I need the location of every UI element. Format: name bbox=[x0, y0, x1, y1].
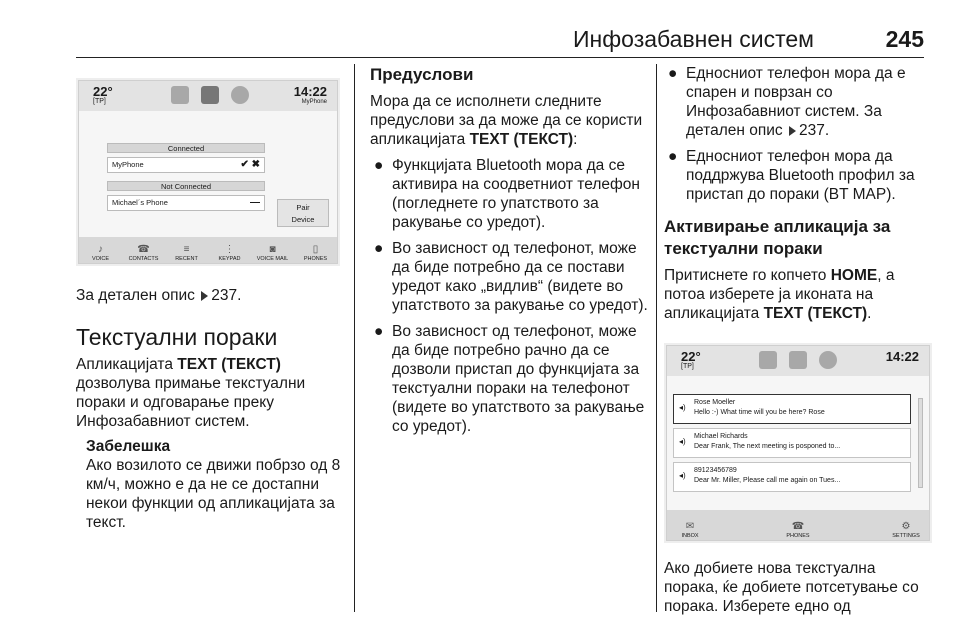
intro-pre: Мора да се исполнети следните предуслови за да може да се користи апликацијата bbox=[370, 93, 643, 148]
pair-line1: Pair bbox=[296, 203, 310, 212]
column-divider-1 bbox=[354, 64, 355, 612]
page-number: 245 bbox=[885, 26, 924, 52]
screen1-top-bar bbox=[79, 81, 337, 111]
settings-item bbox=[889, 521, 923, 539]
page-ref-arrow-icon bbox=[789, 126, 796, 136]
message-sender: Rose Moeller bbox=[694, 399, 736, 406]
bullet-text: Едносниот телефон мора да е спарен и поврзан со Инфозабавниот систем. За детален опис bbox=[686, 65, 906, 139]
bullet-text: Функцијата Bluetooth мора да се активира на соодветниот телефон (погледнете го упатството за ракување со уредот). bbox=[392, 157, 640, 231]
inbox-item bbox=[673, 521, 707, 539]
not-connected-label: Not Connected bbox=[107, 181, 265, 191]
reference-line bbox=[76, 286, 346, 305]
bullet-icon: ● bbox=[668, 65, 678, 82]
prereq-list-continued bbox=[664, 64, 934, 204]
ref-text: За детален опис bbox=[76, 287, 195, 304]
music-icon bbox=[171, 86, 189, 104]
intro-pre: Апликацијата bbox=[76, 356, 173, 373]
screen2-top-bar bbox=[667, 346, 929, 376]
tp-indicator: [TP] bbox=[681, 363, 694, 370]
voicemail-item bbox=[256, 244, 290, 262]
bottom-label: PHONES bbox=[786, 533, 810, 539]
after-image-paragraph: Ако добиете нова текстуална порака, ќе добиете потсетување со порака. Изберете едно од bbox=[664, 560, 919, 615]
voicemail-icon: ◙ bbox=[269, 244, 276, 255]
gear-icon: ⚙ bbox=[901, 521, 911, 532]
bullet-text: Во зависност од телефонот, може да биде потребно рачно да се дозволи пристап до функцијата за текстуални пораки на телефонот (видете во упатството за ракување со уредот). bbox=[392, 323, 645, 435]
recent-item bbox=[170, 244, 204, 262]
intro-bold: TEXT (ТЕКСТ) bbox=[469, 131, 574, 148]
connect-disconnect-icons: ✔ ✖ bbox=[240, 159, 260, 170]
para-mid: , а потоа изберете ја иконата на апликацијата bbox=[664, 267, 895, 322]
phone-icon bbox=[789, 351, 807, 369]
bottom-label: KEYPAD bbox=[218, 256, 241, 262]
envelope-icon: ✉ bbox=[685, 521, 695, 532]
message-sender: Michael Richards bbox=[694, 433, 748, 440]
bullet-icon: ● bbox=[374, 240, 384, 257]
pair-device-button bbox=[277, 199, 329, 227]
bullet-icon: ● bbox=[374, 157, 384, 174]
remove-icon: — bbox=[250, 197, 260, 208]
para-post: . bbox=[867, 305, 872, 322]
device-name: MyPhone bbox=[112, 160, 144, 169]
keypad-item bbox=[213, 244, 247, 262]
note-text: Ако возилото се движи побрзо од 8 км/ч, можно е да не се достапни некои функции од апликацијата за текст. bbox=[86, 457, 341, 531]
phones-item bbox=[299, 244, 333, 262]
music-icon bbox=[759, 351, 777, 369]
temperature: 22° bbox=[681, 349, 701, 364]
clock: 14:22 bbox=[293, 84, 327, 99]
message-item bbox=[673, 394, 911, 424]
phones-item bbox=[781, 521, 815, 539]
message-sender: 89123456789 bbox=[694, 467, 737, 474]
app-icon bbox=[231, 86, 249, 104]
bottom-label: VOICE bbox=[91, 256, 110, 262]
temperature: 22° bbox=[93, 84, 113, 99]
clock: 14:22 bbox=[885, 349, 919, 364]
list-item bbox=[664, 64, 934, 140]
home-key: HOME bbox=[830, 267, 878, 284]
bottom-label: RECENT bbox=[175, 256, 198, 262]
message-text: Hello :-) What time will you be here? Rose bbox=[694, 409, 825, 416]
connected-label: Connected bbox=[107, 143, 265, 153]
bottom-label: CONTACTS bbox=[128, 256, 159, 262]
message-text: Dear Frank, The next meeting is posponed to... bbox=[694, 443, 841, 450]
phones-icon: ▯ bbox=[312, 244, 319, 255]
column-1 bbox=[76, 64, 346, 532]
intro-paragraph bbox=[76, 355, 346, 431]
ref-page: 237. bbox=[798, 122, 830, 139]
note-title: Забелешка bbox=[86, 438, 171, 455]
bullet-text: Во зависност од телефонот, може да биде потребно да се постави уредот како „видлив“ (видете во упатството за ракување со уредот). bbox=[392, 240, 648, 314]
column-2 bbox=[370, 64, 650, 436]
prereq-intro bbox=[370, 92, 650, 149]
note-block bbox=[86, 437, 346, 532]
header-title: Инфозабавнен систем bbox=[573, 26, 814, 52]
bottom-label: PHONES bbox=[303, 256, 328, 262]
bullet-text: Едносниот телефон мора да поддржува Bluetooth профил за пристап до пораки (BT MAP). bbox=[686, 148, 915, 203]
para-pre: Притиснете го копчето bbox=[664, 267, 827, 284]
tp-indicator: [TP] bbox=[93, 98, 106, 105]
intro-post: : bbox=[573, 131, 578, 148]
scrollbar bbox=[918, 398, 923, 488]
prereq-list bbox=[370, 156, 650, 436]
page-header bbox=[76, 24, 924, 58]
list-item bbox=[370, 156, 650, 232]
speaker-icon: ◂) bbox=[679, 437, 686, 446]
bullet-icon: ● bbox=[374, 323, 384, 340]
phones-icon: ☎ bbox=[791, 521, 805, 532]
pair-line2: Device bbox=[291, 215, 315, 224]
device-row-myphone bbox=[107, 157, 265, 173]
device-row-michael bbox=[107, 195, 265, 211]
section-heading: Текстуални пораки bbox=[76, 324, 278, 350]
text-app-name: TEXT (ТЕКСТ) bbox=[763, 305, 868, 322]
message-item bbox=[673, 462, 911, 492]
contacts-item bbox=[127, 244, 161, 262]
list-item bbox=[370, 322, 650, 436]
message-item bbox=[673, 428, 911, 458]
recent-icon: ≡ bbox=[183, 244, 190, 255]
intro-bold: TEXT (ТЕКСТ) bbox=[177, 356, 281, 373]
bottom-label: VOICE MAIL bbox=[256, 256, 289, 262]
activation-paragraph bbox=[664, 266, 934, 323]
column-divider-2 bbox=[656, 64, 657, 612]
prereq-heading: Предуслови bbox=[370, 65, 474, 84]
page-ref-arrow-icon bbox=[201, 291, 208, 301]
ref-page: 237. bbox=[211, 287, 242, 304]
speaker-icon: ◂) bbox=[679, 403, 686, 412]
device-name: Michael´s Phone bbox=[112, 198, 168, 207]
voice-icon: ♪ bbox=[98, 244, 103, 255]
bottom-label: SETTINGS bbox=[892, 533, 920, 539]
keypad-icon: ⋮ bbox=[224, 244, 235, 255]
phone-icon bbox=[201, 86, 219, 104]
phone-screen-image bbox=[76, 78, 340, 266]
activation-heading: Активирање апликација за текстуални пораки bbox=[664, 217, 891, 258]
bullet-icon: ● bbox=[668, 148, 678, 165]
connected-phone-name: MyPhone bbox=[301, 99, 327, 105]
list-item bbox=[370, 239, 650, 315]
text-app-screen-image bbox=[664, 343, 932, 543]
intro-post: дозволува примање текстуални пораки и одговарање преку Инфозабавниот систем. bbox=[76, 375, 306, 430]
screen2-bottom-bar bbox=[667, 510, 929, 540]
list-item bbox=[664, 147, 934, 204]
column-3 bbox=[664, 64, 934, 616]
contacts-icon: ☎ bbox=[137, 244, 150, 255]
speaker-icon: ◂) bbox=[679, 471, 686, 480]
screen1-bottom-bar bbox=[79, 237, 337, 263]
message-text: Dear Mr. Miller, Please call me again on Tues... bbox=[694, 477, 841, 484]
bottom-label: INBOX bbox=[681, 533, 699, 539]
voice-item bbox=[84, 244, 118, 262]
app-icon bbox=[819, 351, 837, 369]
